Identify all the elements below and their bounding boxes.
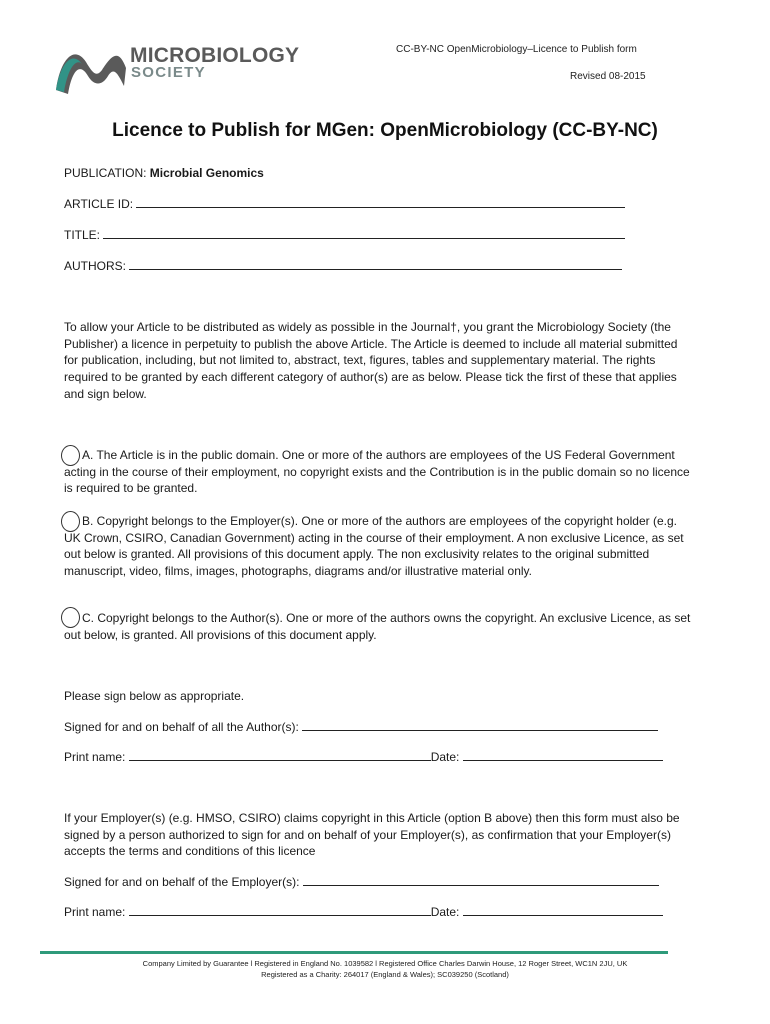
authors-line (64, 258, 622, 274)
publication-line (64, 165, 264, 181)
article-id-line (64, 196, 625, 212)
revised-date: Revised 08-2015 (570, 71, 646, 82)
employer-print-line (64, 904, 663, 920)
article-id-field[interactable] (136, 196, 625, 208)
option-c-text: C. Copyright belongs to the Author(s). One or more of the authors owns the copyright. An exclusive Licence, as set out below, is granted. All provisions of this document apply. (64, 611, 691, 642)
employer-date-field[interactable] (463, 904, 663, 916)
authors-signature-field[interactable] (302, 719, 658, 731)
employer-signature-field[interactable] (303, 874, 659, 886)
option-b (64, 513, 694, 580)
option-a (64, 447, 694, 497)
title-label: TITLE: (64, 228, 104, 242)
authors-field[interactable] (129, 258, 622, 270)
publication-label: PUBLICATION: (64, 166, 150, 180)
intro-paragraph: To allow your Article to be distributed as widely as possible in the Journal†, you grant the Microbiology Society (the Publisher) a licence in perpetuity to publish the above Article. The Article is deemed to include all material submitted for publication, including, but not limited to, abstract, text, figures, tables and supplementary material. The rights required to be granted by each different category of author(s) are as below. Please tick the first of these that applies and sign below. (64, 320, 678, 401)
employer-signed-label: Signed for and on behalf of the Employer(s): (64, 875, 303, 889)
date-field[interactable] (463, 749, 663, 761)
authors-label: AUTHORS: (64, 259, 130, 273)
sign-instruction: Please sign below as appropriate. (64, 689, 245, 703)
title-field[interactable] (103, 227, 625, 239)
form-name: CC-BY-NC OpenMicrobiology–Licence to Publish form (396, 44, 637, 55)
authors-signature-line (64, 719, 658, 735)
employer-paragraph: If your Employer(s) (e.g. HMSO, CSIRO) claims copyright in this Article (option B above) then this form must also be signed by a person authorized to sign for and on behalf of your Employer(s), as confirmation that your Employer(s) accepts the terms and conditions of this licence (64, 811, 680, 859)
footer-line-2: Registered as a Charity: 264017 (England & Wales); SC039250 (Scotland) (261, 970, 509, 979)
employer-print-name-label: Print name: (64, 905, 129, 919)
logo-wordmark: MICROBIOLOGY (130, 44, 300, 67)
title-line (64, 227, 625, 243)
footer-divider (40, 951, 668, 954)
authors-print-line (64, 749, 663, 765)
option-b-text: B. Copyright belongs to the Employer(s). One or more of the authors are employees of the copyright holder (e.g. UK Crown, CSIRO, Canadian Government) acting in the course of their employment. A non exclusive Licence, as set out below is granted. All provisions of this document apply. The non exclusivity relates to the original submitted manuscript, video, films, images, photographs, diagrams and/or illustrative material only. (64, 514, 684, 579)
authors-signed-label: Signed for and on behalf of all the Author(s): (64, 720, 303, 734)
employer-date-label: Date: (430, 905, 463, 919)
footer-line-1: Company Limited by Guarantee l Registered in England No. 1039582 l Registered Office Charles Darwin House, 12 Roger Street, WC1N 2JU, UK (142, 959, 628, 968)
option-a-text: A. The Article is in the public domain. One or more of the authors are employees of the US Federal Government acting in the course of their employment, no copyright exists and the Contribution is in the public domain so no licence is required to be granted. (64, 448, 690, 496)
employer-signature-line (64, 874, 659, 890)
date-label: Date: (430, 750, 463, 764)
logo-wordmark-sub: SOCIETY (131, 64, 206, 81)
page-title: Licence to Publish for MGen: OpenMicrobiology (CC-BY-NC) (112, 120, 658, 141)
publication-value: Microbial Genomics (149, 166, 264, 180)
print-name-label: Print name: (64, 750, 129, 764)
article-id-label: ARTICLE ID: (64, 197, 137, 211)
print-name-field[interactable] (129, 749, 431, 761)
employer-print-name-field[interactable] (129, 904, 431, 916)
option-c (64, 610, 694, 643)
